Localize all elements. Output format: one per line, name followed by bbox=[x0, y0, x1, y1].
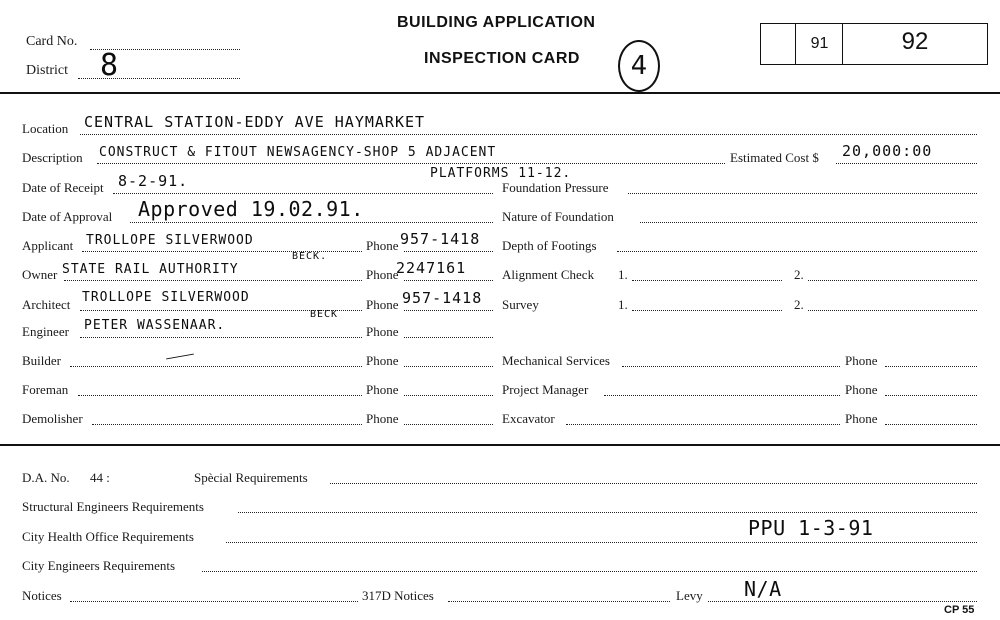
notices-line[interactable] bbox=[70, 601, 358, 602]
applicant-value-line2: BECK. bbox=[292, 251, 328, 262]
excavator-label: Excavator bbox=[502, 411, 555, 426]
card-number-circle: 4 bbox=[618, 40, 660, 92]
mechanical-services-line[interactable] bbox=[622, 366, 840, 367]
excavator-phone-line[interactable] bbox=[885, 424, 977, 425]
notices-label: Notices bbox=[22, 588, 62, 603]
form-subtitle: INSPECTION CARD bbox=[424, 50, 580, 67]
owner-line[interactable] bbox=[64, 280, 362, 281]
engineer-phone-label: Phone bbox=[366, 324, 399, 339]
architect-label: Architect bbox=[22, 297, 71, 312]
architect-phone-value: 957-1418 bbox=[402, 289, 483, 307]
reference-box-divider bbox=[842, 23, 843, 65]
date-receipt-line[interactable] bbox=[113, 193, 493, 194]
nature-foundation-line[interactable] bbox=[640, 222, 977, 223]
description-line[interactable] bbox=[97, 163, 725, 164]
architect-value-line2: BECK bbox=[310, 309, 339, 320]
structural-engineers-line[interactable] bbox=[238, 512, 977, 513]
location-label: Location bbox=[22, 121, 69, 136]
date-receipt-label: Date of Receipt bbox=[22, 180, 104, 195]
applicant-phone-label: Phone bbox=[366, 238, 399, 253]
district-value: 8 bbox=[100, 48, 120, 83]
special-requirements-line[interactable] bbox=[330, 483, 977, 484]
depth-footings-label: Depth of Footings bbox=[502, 238, 597, 253]
alignment-check-line-2[interactable] bbox=[808, 280, 977, 281]
description-value: CONSTRUCT & FITOUT NEWSAGENCY-SHOP 5 ADJACENT bbox=[99, 145, 497, 160]
applicant-value: TROLLOPE SILVERWOOD bbox=[86, 233, 254, 248]
demolisher-line[interactable] bbox=[92, 424, 362, 425]
form-code: CP 55 bbox=[944, 604, 975, 616]
owner-phone-value: 2247161 bbox=[396, 259, 467, 277]
demolisher-phone-label: Phone bbox=[366, 411, 399, 426]
notices-317d-line[interactable] bbox=[448, 601, 670, 602]
city-engineers-line[interactable] bbox=[202, 571, 977, 572]
engineer-value: PETER WASSENAAR. bbox=[84, 318, 226, 333]
date-receipt-value: 8-2-91. bbox=[118, 172, 189, 190]
demolisher-label: Demolisher bbox=[22, 411, 83, 426]
location-line[interactable] bbox=[80, 134, 977, 135]
mechanical-phone-label: Phone bbox=[845, 353, 878, 368]
city-health-line[interactable] bbox=[226, 542, 977, 543]
foreman-line[interactable] bbox=[78, 395, 362, 396]
levy-line[interactable] bbox=[708, 601, 977, 602]
survey-num-1: 1. bbox=[618, 297, 628, 312]
estimated-cost-value: 20,000:00 bbox=[842, 142, 933, 160]
survey-num-2: 2. bbox=[794, 297, 804, 312]
survey-line-1[interactable] bbox=[632, 310, 782, 311]
foreman-phone-label: Phone bbox=[366, 382, 399, 397]
builder-label: Builder bbox=[22, 353, 61, 368]
structural-engineers-label: Structural Engineers Requirements bbox=[22, 499, 204, 514]
foreman-phone-line[interactable] bbox=[404, 395, 493, 396]
city-health-value: PPU 1-3-91 bbox=[748, 516, 874, 540]
header-divider bbox=[0, 92, 1000, 94]
mechanical-phone-line[interactable] bbox=[885, 366, 977, 367]
description-value-line2: PLATFORMS 11-12. bbox=[430, 166, 572, 181]
date-approval-label: Date of Approval bbox=[22, 209, 113, 224]
architect-phone-line[interactable] bbox=[404, 310, 493, 311]
city-health-label: City Health Office Requirements bbox=[22, 529, 194, 544]
alignment-check-label: Alignment Check bbox=[502, 267, 595, 282]
nature-foundation-label: Nature of Foundation bbox=[502, 209, 614, 224]
excavator-line[interactable] bbox=[566, 424, 840, 425]
owner-value: STATE RAIL AUTHORITY bbox=[62, 262, 239, 277]
location-value: CENTRAL STATION-EDDY AVE HAYMARKET bbox=[84, 113, 426, 131]
demolisher-phone-line[interactable] bbox=[404, 424, 493, 425]
owner-phone-line[interactable] bbox=[404, 280, 493, 281]
alignment-check-num-1: 1. bbox=[618, 267, 628, 282]
engineer-label: Engineer bbox=[22, 324, 69, 339]
form-title: BUILDING APPLICATION bbox=[397, 14, 596, 31]
alignment-check-num-2: 2. bbox=[794, 267, 804, 282]
da-no-value: 44 : bbox=[90, 470, 110, 485]
builder-line[interactable] bbox=[70, 366, 362, 367]
reference-cell-3[interactable]: 92 bbox=[901, 28, 929, 55]
builder-phone-label: Phone bbox=[366, 353, 399, 368]
city-engineers-label: City Engineers Requirements bbox=[22, 558, 176, 573]
description-label: Description bbox=[22, 150, 83, 165]
da-no-label: D.A. No. bbox=[22, 470, 70, 485]
project-manager-phone-line[interactable] bbox=[885, 395, 977, 396]
project-manager-phone-label: Phone bbox=[845, 382, 878, 397]
date-approval-value: Approved 19.02.91. bbox=[138, 197, 364, 221]
foreman-label: Foreman bbox=[22, 382, 69, 397]
foundation-pressure-line[interactable] bbox=[628, 193, 977, 194]
project-manager-label: Project Manager bbox=[502, 382, 589, 397]
card-no-label: Card No. bbox=[26, 34, 78, 49]
levy-label: Levy bbox=[676, 588, 703, 603]
date-approval-line[interactable] bbox=[130, 222, 493, 223]
special-requirements-label: Spècial Requirements bbox=[194, 470, 308, 485]
survey-label: Survey bbox=[502, 297, 539, 312]
notices-317d-label: 317D Notices bbox=[362, 588, 434, 603]
depth-footings-line[interactable] bbox=[617, 251, 977, 252]
survey-line-2[interactable] bbox=[808, 310, 977, 311]
builder-phone-line[interactable] bbox=[404, 366, 493, 367]
applicant-label: Applicant bbox=[22, 238, 74, 253]
architect-phone-label: Phone bbox=[366, 297, 399, 312]
owner-label: Owner bbox=[22, 267, 58, 282]
applicant-phone-line[interactable] bbox=[404, 251, 493, 252]
project-manager-line[interactable] bbox=[604, 395, 840, 396]
owner-phone-label: Phone bbox=[366, 267, 399, 282]
builder-dash-mark bbox=[166, 354, 194, 360]
engineer-line[interactable] bbox=[80, 337, 362, 338]
reference-box-divider bbox=[795, 23, 796, 65]
foundation-pressure-label: Foundation Pressure bbox=[502, 180, 609, 195]
estimated-cost-line[interactable] bbox=[836, 163, 977, 164]
requirements-divider bbox=[0, 444, 1000, 446]
engineer-phone-line[interactable] bbox=[404, 337, 493, 338]
applicant-phone-value: 957-1418 bbox=[400, 230, 481, 248]
levy-value: N/A bbox=[744, 577, 782, 601]
estimated-cost-label: Estimated Cost $ bbox=[730, 150, 819, 165]
mechanical-services-label: Mechanical Services bbox=[502, 353, 610, 368]
reference-cell-2[interactable]: 91 bbox=[810, 35, 829, 52]
district-label: District bbox=[26, 63, 68, 78]
alignment-check-line-1[interactable] bbox=[632, 280, 782, 281]
architect-value: TROLLOPE SILVERWOOD bbox=[82, 290, 250, 305]
excavator-phone-label: Phone bbox=[845, 411, 878, 426]
